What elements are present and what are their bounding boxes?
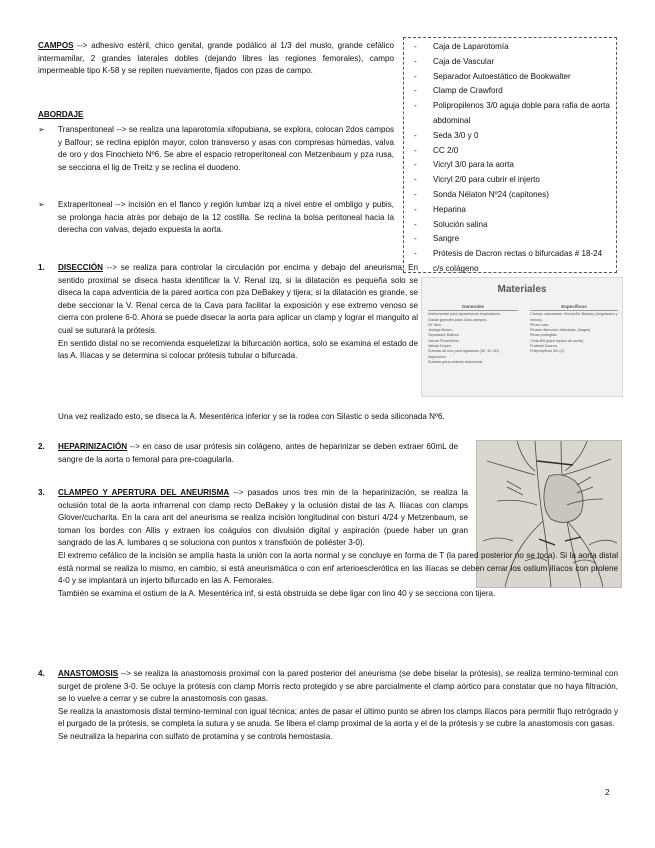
section-paragraph: El extremo cefálico de la incisión se amplía hasta la unión con la aorta normal y se concluye en forma de T (la pared posterior no se toca). Si la aorta distal está normal se realiza lo mismo, en cambio, si está aneurismática o con enf arterioesclerótica en las ilíacas se deben cerrar los ostium ilíacos con prolene 4-0 y se implantará un injerto bifurcado en las A. Femorales. <box>58 550 618 586</box>
materials-item: - Sonda Nélaton Nº24 (capitones) <box>414 188 610 203</box>
abordaje-item-transperitoneal <box>38 124 394 174</box>
section-number: 1. <box>38 263 45 272</box>
materials-slide-image <box>421 277 623 397</box>
materials-especificos-column <box>530 304 618 355</box>
materials-item: - Vicryl 3/0 para la aorta <box>414 158 610 173</box>
section-number: 2. <box>38 442 45 451</box>
materials-especificos-title: Específicos <box>530 304 618 311</box>
section-number: 4. <box>38 669 45 678</box>
section-diseccion-closing: Una vez realizado esto, se diseca la A. Mesentérica inferior y se la rodea con Silastic o seda siliconada Nº6. <box>58 412 445 421</box>
materials-especificos-item: Pinza rusa. <box>530 322 549 327</box>
materials-item: - Sangre <box>414 232 610 247</box>
materials-generales-title: Generales <box>428 304 518 311</box>
materials-slide-title: Materiales <box>497 284 547 295</box>
section-label: DISECCIÓN <box>58 263 103 272</box>
arrow-bullet-icon: ➢ <box>38 200 45 209</box>
materials-generales-item: Aspiracion. <box>428 354 447 359</box>
campos-label: CAMPOS <box>38 41 74 50</box>
section-paragraph: Se realiza la anastomosis distal termino-terminal con igual técnica; antes de pasar el último punto se abren los clamps ilíacos para permitir flujo retrógrado y el purgado de la prótesis, se completa la sutura y se anuda. Se libera el clamp proximal de la aorta y el de la prótesis y se cubre la anastomosis con gasas. <box>58 706 618 729</box>
section-text: --> se realiza para controlar la circulación por encima y debajo del aneurisma. En sentido proximal se diseca hasta identificar la V. Renal izq, si la dilatación es pequeña solo se diseca la capa adventicia de la pared aortica con pza DeBakey y tijera; si la dilatación es grande, se debe seccionar la V. Renal cerca de la Cava para facilitar la exposición y ese extremo venoso se cierra con prolene 6-0. Ahora se puede disecar la aorta para aplicar un clamp y lograr el manguito al cual se suturará la prótesis. <box>58 263 418 335</box>
materials-item: - Seda 3/0 y 0 <box>414 129 610 144</box>
section-anastomosis <box>38 668 618 744</box>
materials-generales-item: Suturas de lino para ligaduras (30, 40, 60) <box>428 349 499 354</box>
materials-generales-item: SF tibio. <box>428 322 442 327</box>
materials-especificos-item: Cinta BB (para reparo de aorta) <box>530 338 584 343</box>
section-label: HEPARINIZACIÓN <box>58 442 128 451</box>
materials-especificos-item: Protesis Dacron. <box>530 344 559 349</box>
materials-generales-item: Separador Balfour. <box>428 333 460 338</box>
materials-item: - Heparina <box>414 203 610 218</box>
section-clampeo <box>38 487 618 600</box>
materials-item: - Prótesis de Dacron rectas o bifurcadas # 18-24 c/s colágeno <box>414 247 610 277</box>
materials-generales-item: Valvas Doyen. <box>428 344 453 349</box>
campos-text: --> adhesivo estéril, chico genital, grande podálico al 1/3 del muslo, grande cefálico intermamilar, 2 grandes laterales dobles (dejando libres las regiones femorales), campo impermeable tipo K-58 y se repiten nuevamente, fijados con pzas de campo. <box>38 41 394 76</box>
materials-item: - Solución salina <box>414 218 610 233</box>
section-text: --> se realiza la anastomosis proximal con la pared posterior del aneurisma (se debe biselar la prótesis), se realiza termino-terminal con surget de prolene 3-0. Se ocluye la prótesis con clamp Morris recto protegido y se abre parcialmente el clamp aórtico para constatar que no haya filtración, se lo vuelve a cerrar y se cubre la anastomosis con gasas. <box>58 669 618 704</box>
section-paragraph <box>58 668 618 706</box>
materials-item: - Separador Autoestático de Bookwalter <box>414 70 610 85</box>
page-number: 2 <box>605 787 610 797</box>
section-paragraph <box>58 262 418 338</box>
section-heparinizacion <box>38 441 458 466</box>
materials-item: - Caja de Vascular <box>414 55 610 70</box>
section-paragraph: En sentido distal no se recomienda esqueletizar la bifurcación aortica, solo se examina el estado de las A. Ilíacas y se determina si colocar prótesis tubular o bifurcada. <box>58 338 418 361</box>
materials-generales-item: Jeringa Boneu. <box>428 328 454 333</box>
materials-generales-item: Gasas grandes para 2dos campos. <box>428 317 488 322</box>
materials-especificos-item: Clamps vasculares: Morris/De Backey (Angulados y rectos). <box>530 312 618 322</box>
materials-item: - CC 2/0 <box>414 144 610 159</box>
abordaje-item-text: Transperitoneal --> se realiza una laparotomía xifopubiana, se explora, colocan 2dos campos y Balfour; se reclina epiplón mayor, colon transverso y asas con compresas húmedas, valva de oro y dos Finochieto Nº6. Se abre el espacio retroperitoneal con Metzenbaum y pza rusa, se secciona el lig de Treitz y se reclina el duodeno. <box>58 125 394 172</box>
section-label: ANASTOMOSIS <box>58 669 119 678</box>
section-paragraph <box>58 487 468 550</box>
materials-generales-item: Instrumental para laparotomía exploradora. <box>428 312 501 317</box>
materials-especificos-item: Polipropileno 3/0 (2) <box>530 349 564 354</box>
materials-generales-column <box>428 304 518 365</box>
section-number: 3. <box>38 488 45 497</box>
materials-list <box>404 38 616 277</box>
section-diseccion <box>38 262 418 363</box>
materials-item: - Polipropilenos 3/0 aguja doble para rafia de aorta abdominal <box>414 99 610 129</box>
section-label: CLAMPEO Y APERTURA DEL ANEURISMA <box>58 488 230 497</box>
materials-generales-item: Valvas Finochietto. <box>428 338 460 343</box>
abordaje-item-extraperitoneal <box>38 199 394 237</box>
materials-box <box>403 37 617 273</box>
section-paragraph: También se examina el ostium de la A. Mesentérica inf, si está obstruida se debe ligar con lino 40 y se secciona con tijera. <box>58 588 496 598</box>
section-text: --> pasados unos tres min de la heparinización, se realiza la oclusión total de la aorta infrarrenal con clamp recto DeBakey y la oclusión distal de las A. Ilíacas con clamps Glover/cucharita. En la cara ant del aneurisma se realiza incisión longitudinal con bisturí 4/24 y Metzenbaum, se toman los bordes con Allis y extraen los coágulos con divulsión digital y aspiración (puede haber un gran sangrado de las A. lumbares q se soluciona con puntos x transfixión de poliéster 3-0). <box>58 488 468 548</box>
abordaje-title: ABORDAJE <box>38 110 84 119</box>
section-paragraph <box>58 441 458 466</box>
abordaje-item-text: Extraperitoneal --> incisión en el flanco y región lumbar izq a nivel entre el ombligo y pubis, se prolonga hacia atrás por debajo de la 12 costilla. Se reclina la bolsa peritoneal hacia la derecha con valvas, dejado expuesta la aorta. <box>58 200 394 235</box>
section-paragraph: Se neutraliza la heparina con sulfato de protamina y se controla hemostasia. <box>58 731 333 741</box>
materials-item: - Clamp de Crawford <box>414 84 610 99</box>
materials-especificos-item: Pinza protegida. <box>530 333 558 338</box>
materials-item: - Caja de Laparotomía <box>414 40 610 55</box>
section-text: --> en caso de usar prótesis sin colágeno, antes de heparinizar se deben extraer 60mL de sangre de la aorta o femoral para pre-coagularla. <box>58 442 458 464</box>
materials-especificos-item: Pinzas disección delicadas. (largas) <box>530 328 591 333</box>
arrow-bullet-icon: ➢ <box>38 125 45 134</box>
materials-generales-item: Suturas para síntesis abdominal. <box>428 359 484 364</box>
campos-paragraph <box>38 40 394 78</box>
materials-item: - Vicryl 2/0 para cubrir el injerto <box>414 173 610 188</box>
